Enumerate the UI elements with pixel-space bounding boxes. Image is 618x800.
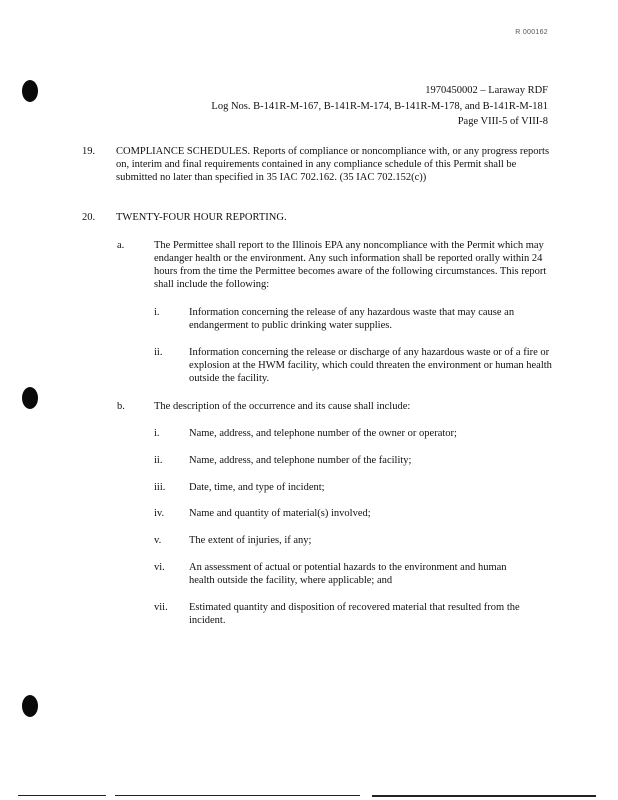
list-item-text: An assessment of actual or potential hazards to the environment and human health outside the facility, where applicable; and	[189, 562, 507, 586]
bottom-rule-left	[18, 795, 106, 796]
header-log-numbers: Log Nos. B-141R-M-167, B-141R-M-174, B-141R-M-178, and B-141R-M-181	[211, 101, 548, 112]
list-item-text: Estimated quantity and disposition of recovered material that resulted from the incident.	[189, 602, 520, 626]
list-item-label: ii.	[154, 455, 163, 466]
subsection-b-label: b.	[117, 401, 125, 412]
document-stamp: R 000162	[515, 29, 548, 36]
binder-hole-top	[22, 80, 38, 102]
list-item-text: Name, address, and telephone number of the owner or operator;	[189, 428, 457, 439]
list-item-text: Name and quantity of material(s) involved;	[189, 508, 371, 519]
list-item-text: Information concerning the release or discharge of any hazardous waste or of a fire or explosion at the HWM facility, which could threaten the environment or human health outside the facility.	[189, 347, 552, 384]
list-item-label: iii.	[154, 482, 166, 493]
list-item-label: i.	[154, 307, 160, 318]
bottom-rule-right	[372, 795, 596, 797]
header-page-number: Page VIII-5 of VIII-8	[457, 116, 548, 127]
header-permit-id: 1970450002 – Laraway RDF	[425, 85, 548, 96]
list-item-label: vii.	[154, 602, 168, 613]
section-19-text: COMPLIANCE SCHEDULES. Reports of compliance or noncompliance with, or any progress reports on, interim and final requirements contained in any compliance schedule of this Permit shall be submitted no later than specified in 35 IAC 702.162. (35 IAC 702.152(c))	[116, 146, 550, 183]
list-item-label: vi.	[154, 562, 165, 573]
list-item-label: iv.	[154, 508, 165, 519]
list-item-text: Name, address, and telephone number of the facility;	[189, 455, 412, 466]
section-19-number: 19.	[82, 146, 96, 157]
list-item-text: Date, time, and type of incident;	[189, 482, 325, 493]
subsection-a-label: a.	[117, 240, 125, 251]
list-item-text: The extent of injuries, if any;	[189, 535, 312, 546]
list-item-text: Information concerning the release of any hazardous waste that may cause an endangerment to public drinking water supplies.	[189, 307, 515, 331]
list-item-label: v.	[154, 535, 162, 546]
list-item-label: ii.	[154, 347, 163, 358]
section-20-number: 20.	[82, 212, 96, 223]
section-20-title: TWENTY-FOUR HOUR REPORTING.	[116, 212, 287, 223]
binder-hole-middle	[22, 387, 38, 409]
bottom-rule-middle	[115, 795, 360, 796]
subsection-b-text: The description of the occurrence and its cause shall include:	[154, 401, 411, 412]
list-item-label: i.	[154, 428, 160, 439]
binder-hole-bottom	[22, 695, 38, 717]
subsection-a-text: The Permittee shall report to the Illinois EPA any noncompliance with the Permit which may endanger health or the environment. Any such information shall be reported orally within 24 hours from the time the Permittee becomes aware of the following circumstances. This report shall include the following:	[154, 240, 547, 290]
